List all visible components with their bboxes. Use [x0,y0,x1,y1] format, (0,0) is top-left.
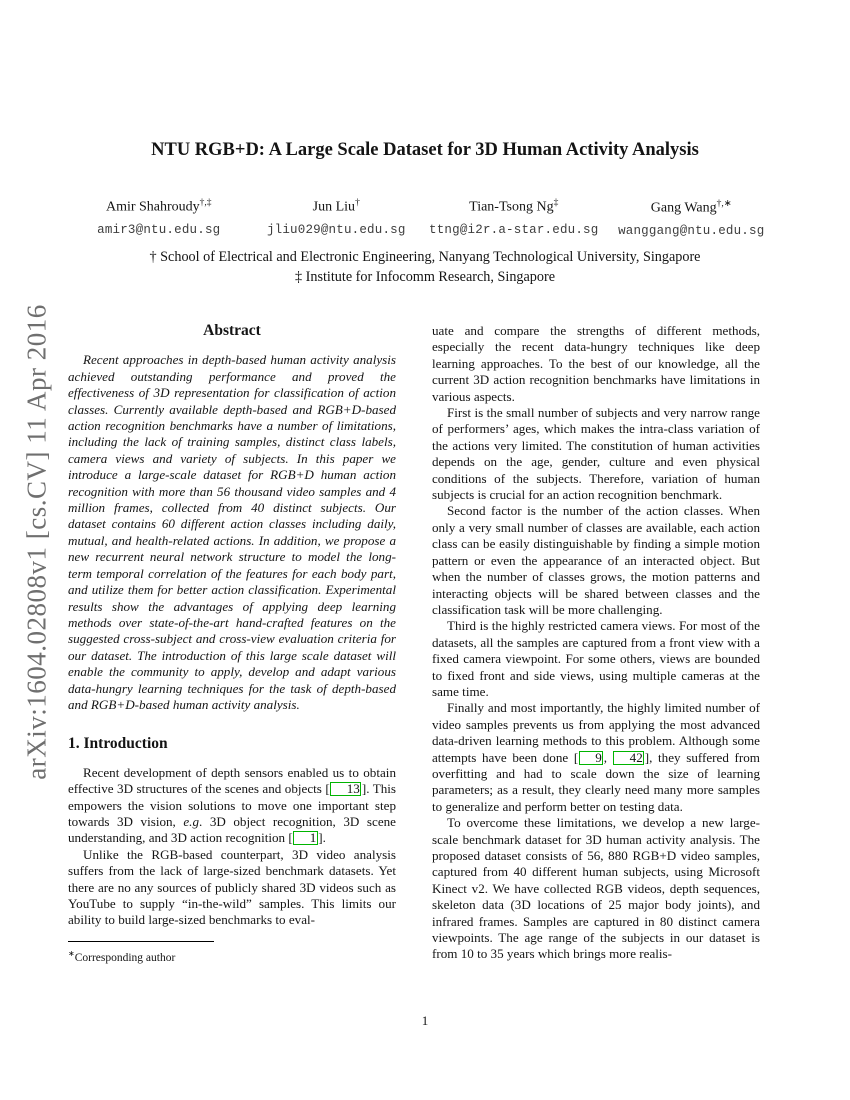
author-affil-marker: † [355,198,360,208]
body-paragraph: uate and compare the strengths of different methods, especially the recent data-hungry techniques like deep learning approaches. To the best of our knowledge, all the current 3D action recognition benchmarks have limitations in various aspects. [432,323,760,404]
author-email: amir3@ntu.edu.sg [97,222,221,237]
author-email: wanggang@ntu.edu.sg [618,223,765,238]
footnote-text [68,946,396,966]
citation-link[interactable]: 13 [330,782,361,796]
author-block [70,198,248,238]
abstract-body [68,352,396,713]
two-column-body [68,323,760,966]
author-email: jliu029@ntu.edu.sg [266,222,406,237]
authors-row [70,198,780,238]
author-name [603,198,781,217]
footnote-rule [68,941,214,942]
abstract-paragraph: Recent approaches in depth-based human activity analysis achieved outstanding performance and proved the effectiveness of 3D representation for classification of action classes. Currently available depth-based and RGB+D-based action recognition benchmarks have a number of limitations, including the lack of training samples, distinct class labels, camera views and variety of subjects. In this paper we introduce a large-scale dataset for RGB+D human action recognition with more than 56 thousand video samples and 4 million frames, collected from 40 distinct subjects. Our dataset contains 60 different action classes including daily, mutual, and health-related actions. In addition, we propose a new recurrent neural network structure to model the long-term temporal correlation of the features for each body part, and utilize them for better action classification. Experimental results show the advantages of applying deep learning methods over state-of-the-art hand-crafted features on the suggested cross-subject and cross-view evaluation criteria for our dataset. The introduction of this large scale dataset will enable the community to apply, develop and adapt various data-hungry learning techniques for the task of depth-based and RGB+D-based human activity analysis. [68,352,396,712]
author-block [248,198,426,238]
author-name [248,198,426,216]
affiliation-line: † School of Electrical and Electronic Engineering, Nanyang Technological University, Singapore [149,249,701,265]
author-name [425,198,603,216]
author-name-text: Jun Liu [312,199,356,215]
author-name-text: Tian-Tsong Ng [469,199,554,215]
body-paragraph: To overcome these limitations, we develop a new large-scale benchmark dataset for 3D human activity analysis. The proposed dataset consists of 56, 880 RGB+D video samples, captured from 40 different human subjects, using Microsoft Kinect v2. We have collected RGB videos, depth sequences, skeleton data (3D locations of 25 major body joints), and infrared frames. Samples are captured in 80 distinct camera viewpoints. The age range of the subjects in our dataset is from 10 to 35 years which brings more realis- [432,815,760,962]
footnote [68,941,396,966]
author-name-text: Amir Shahroudy [105,199,200,215]
intro-paragraph: Recent development of depth sensors enabled us to obtain effective 3D structures of the scenes and objects [ 13 ]. This empowers the vision solutions to move one important step towards 3D vision, e.g. 3D object recognition, 3D scene understanding, and 3D action recognition [ 1 ]. [68,764,396,846]
author-affil-marker: †,∗ [716,199,732,209]
affiliation-line: ‡ Institute for Infocomm Research, Singapore [294,268,556,285]
footnote-label: Corresponding author [74,951,176,964]
body-paragraph: Finally and most importantly, the highly limited number of video samples prevents us from applying the most advanced data-driven learning methods to this problem. Although some attempts have been done [ 9 , 42 ], they suffered from overfitting and had to scale down the size of learning parameters; as a result, they clearly need many more samples to generalize and perform better on testing data. [432,700,760,814]
author-name-text: Gang Wang [650,200,717,216]
author-email: ttng@i2r.a-star.edu.sg [429,222,599,237]
author-name [70,198,248,216]
affiliations [0,248,850,287]
author-affil-marker: ‡ [553,198,559,208]
body-paragraph: Third is the highly restricted camera views. For most of the datasets, all the samples are captured from a front view with a fixed camera viewpoint. For some others, views are bounded to fixed front and side views, using multiple cameras at the same time. [432,618,760,699]
author-block [425,198,603,238]
author-block [603,198,781,238]
paper-title: NTU RGB+D: A Large Scale Dataset for 3D Human Activity Analysis [151,140,699,160]
page-number: 1 [421,1013,429,1028]
abstract-heading: Abstract [203,322,261,339]
right-column [432,323,760,966]
author-affil-marker: †,‡ [199,198,212,208]
arxiv-watermark: arXiv:1604.02808v1 [cs.CV] 11 Apr 2016 [21,304,52,780]
citation-link[interactable]: 1 [293,831,318,845]
intro-paragraph: Unlike the RGB-based counterpart, 3D video analysis suffers from the lack of large-sized benchmark datasets. Yet there are no any sources of publicly shared 3D videos such as YouTube to supply “in-the-wild” samples. This limits our ability to build large-sized benchmarks to eval- [68,846,396,928]
citation-link[interactable]: 9 [579,751,604,765]
section-heading-introduction: 1. Introduction [68,735,168,753]
citation-link[interactable]: 42 [613,751,644,765]
left-column [68,323,396,966]
footnote-marker: ∗ [68,948,75,958]
italic-text: e.g [183,813,200,829]
body-paragraph: Second factor is the number of the action classes. When only a very small number of classes are available, each action class can be easily distinguishable by finding a simple motion pattern or even the appearance of an interacted object. But when the number of classes grows, the motion patterns and interacting objects will be shared between classes and the classification task will be more challenging. [432,503,760,617]
body-paragraph: First is the small number of subjects and very narrow range of performers’ ages, which makes the intra-class variation of the actions very limited. The constitution of human activities depends on the age, gender, culture and even physical conditions of the subjects. Therefore, variation of human subjects is crucial for an action recognition benchmark. [432,405,760,503]
